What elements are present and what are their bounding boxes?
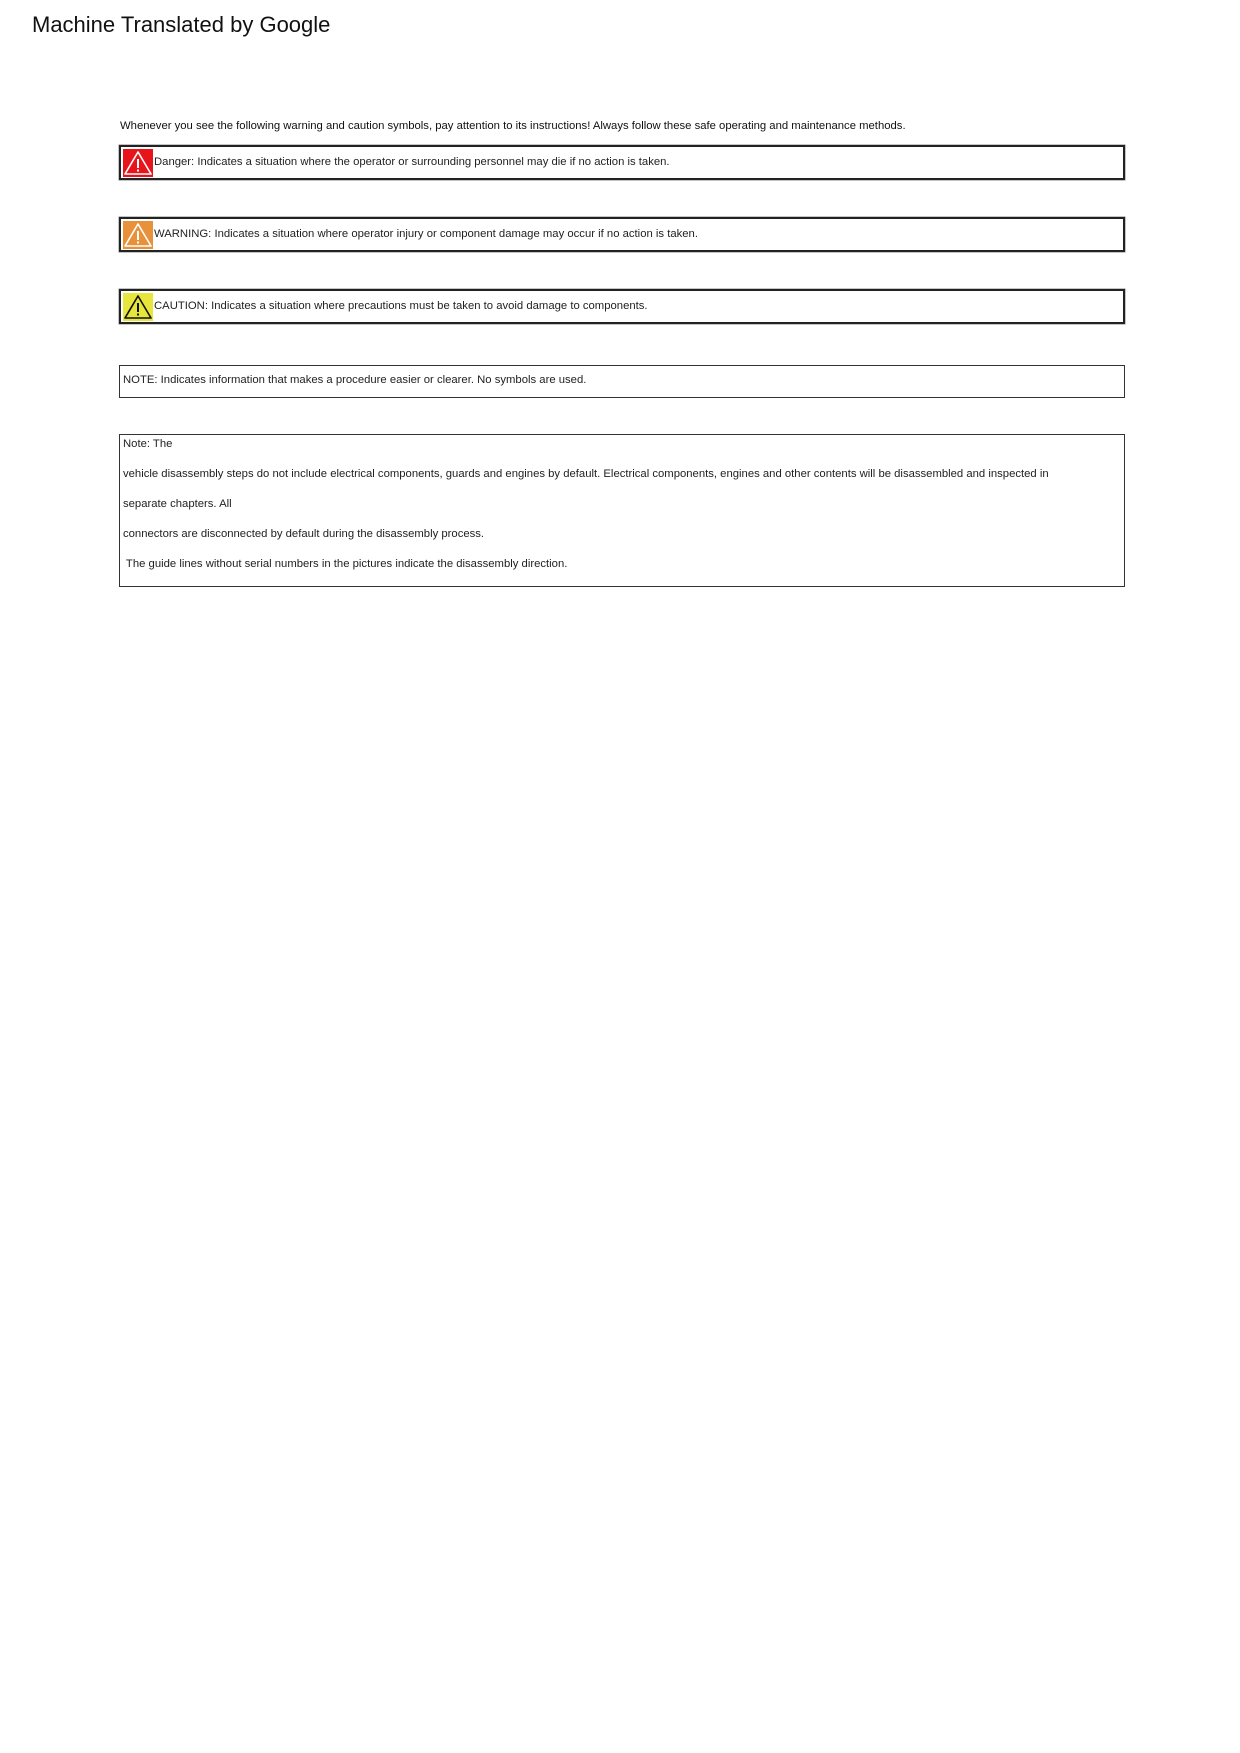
note-description: NOTE: Indicates information that makes a procedure easier or clearer. No symbols are used. [123, 374, 587, 386]
note-box [119, 365, 1125, 398]
caution-box [119, 289, 1125, 324]
warning-box [119, 217, 1125, 252]
disassembly-note-box [119, 434, 1125, 587]
machine-translated-header: Machine Translated by Google [32, 12, 331, 37]
note-line-2: vehicle disassembly steps do not include electrical components, guards and engines by default. Electrical components, engines and other contents will be disassembled and inspected in [123, 468, 1049, 480]
note-line-1: Note: The [123, 438, 173, 450]
danger-description: Danger: Indicates a situation where the operator or surrounding personnel may die if no action is taken. [154, 156, 670, 168]
warning-description: WARNING: Indicates a situation where operator injury or component damage may occur if no action is taken. [154, 228, 698, 240]
caution-description: CAUTION: Indicates a situation where precautions must be taken to avoid damage to components. [154, 300, 648, 312]
note-line-4: connectors are disconnected by default during the disassembly process. [123, 528, 485, 540]
danger-warning-triangle-icon [123, 149, 153, 177]
caution-triangle-icon [123, 293, 153, 321]
intro-paragraph: Whenever you see the following warning and caution symbols, pay attention to its instructions! Always follow these safe operating and maintenance methods. [120, 120, 906, 132]
note-line-3: separate chapters. All [123, 498, 232, 510]
note-line-5: The guide lines without serial numbers in the pictures indicate the disassembly direction. [123, 558, 568, 570]
danger-box [119, 145, 1125, 180]
warning-triangle-icon [123, 221, 153, 249]
